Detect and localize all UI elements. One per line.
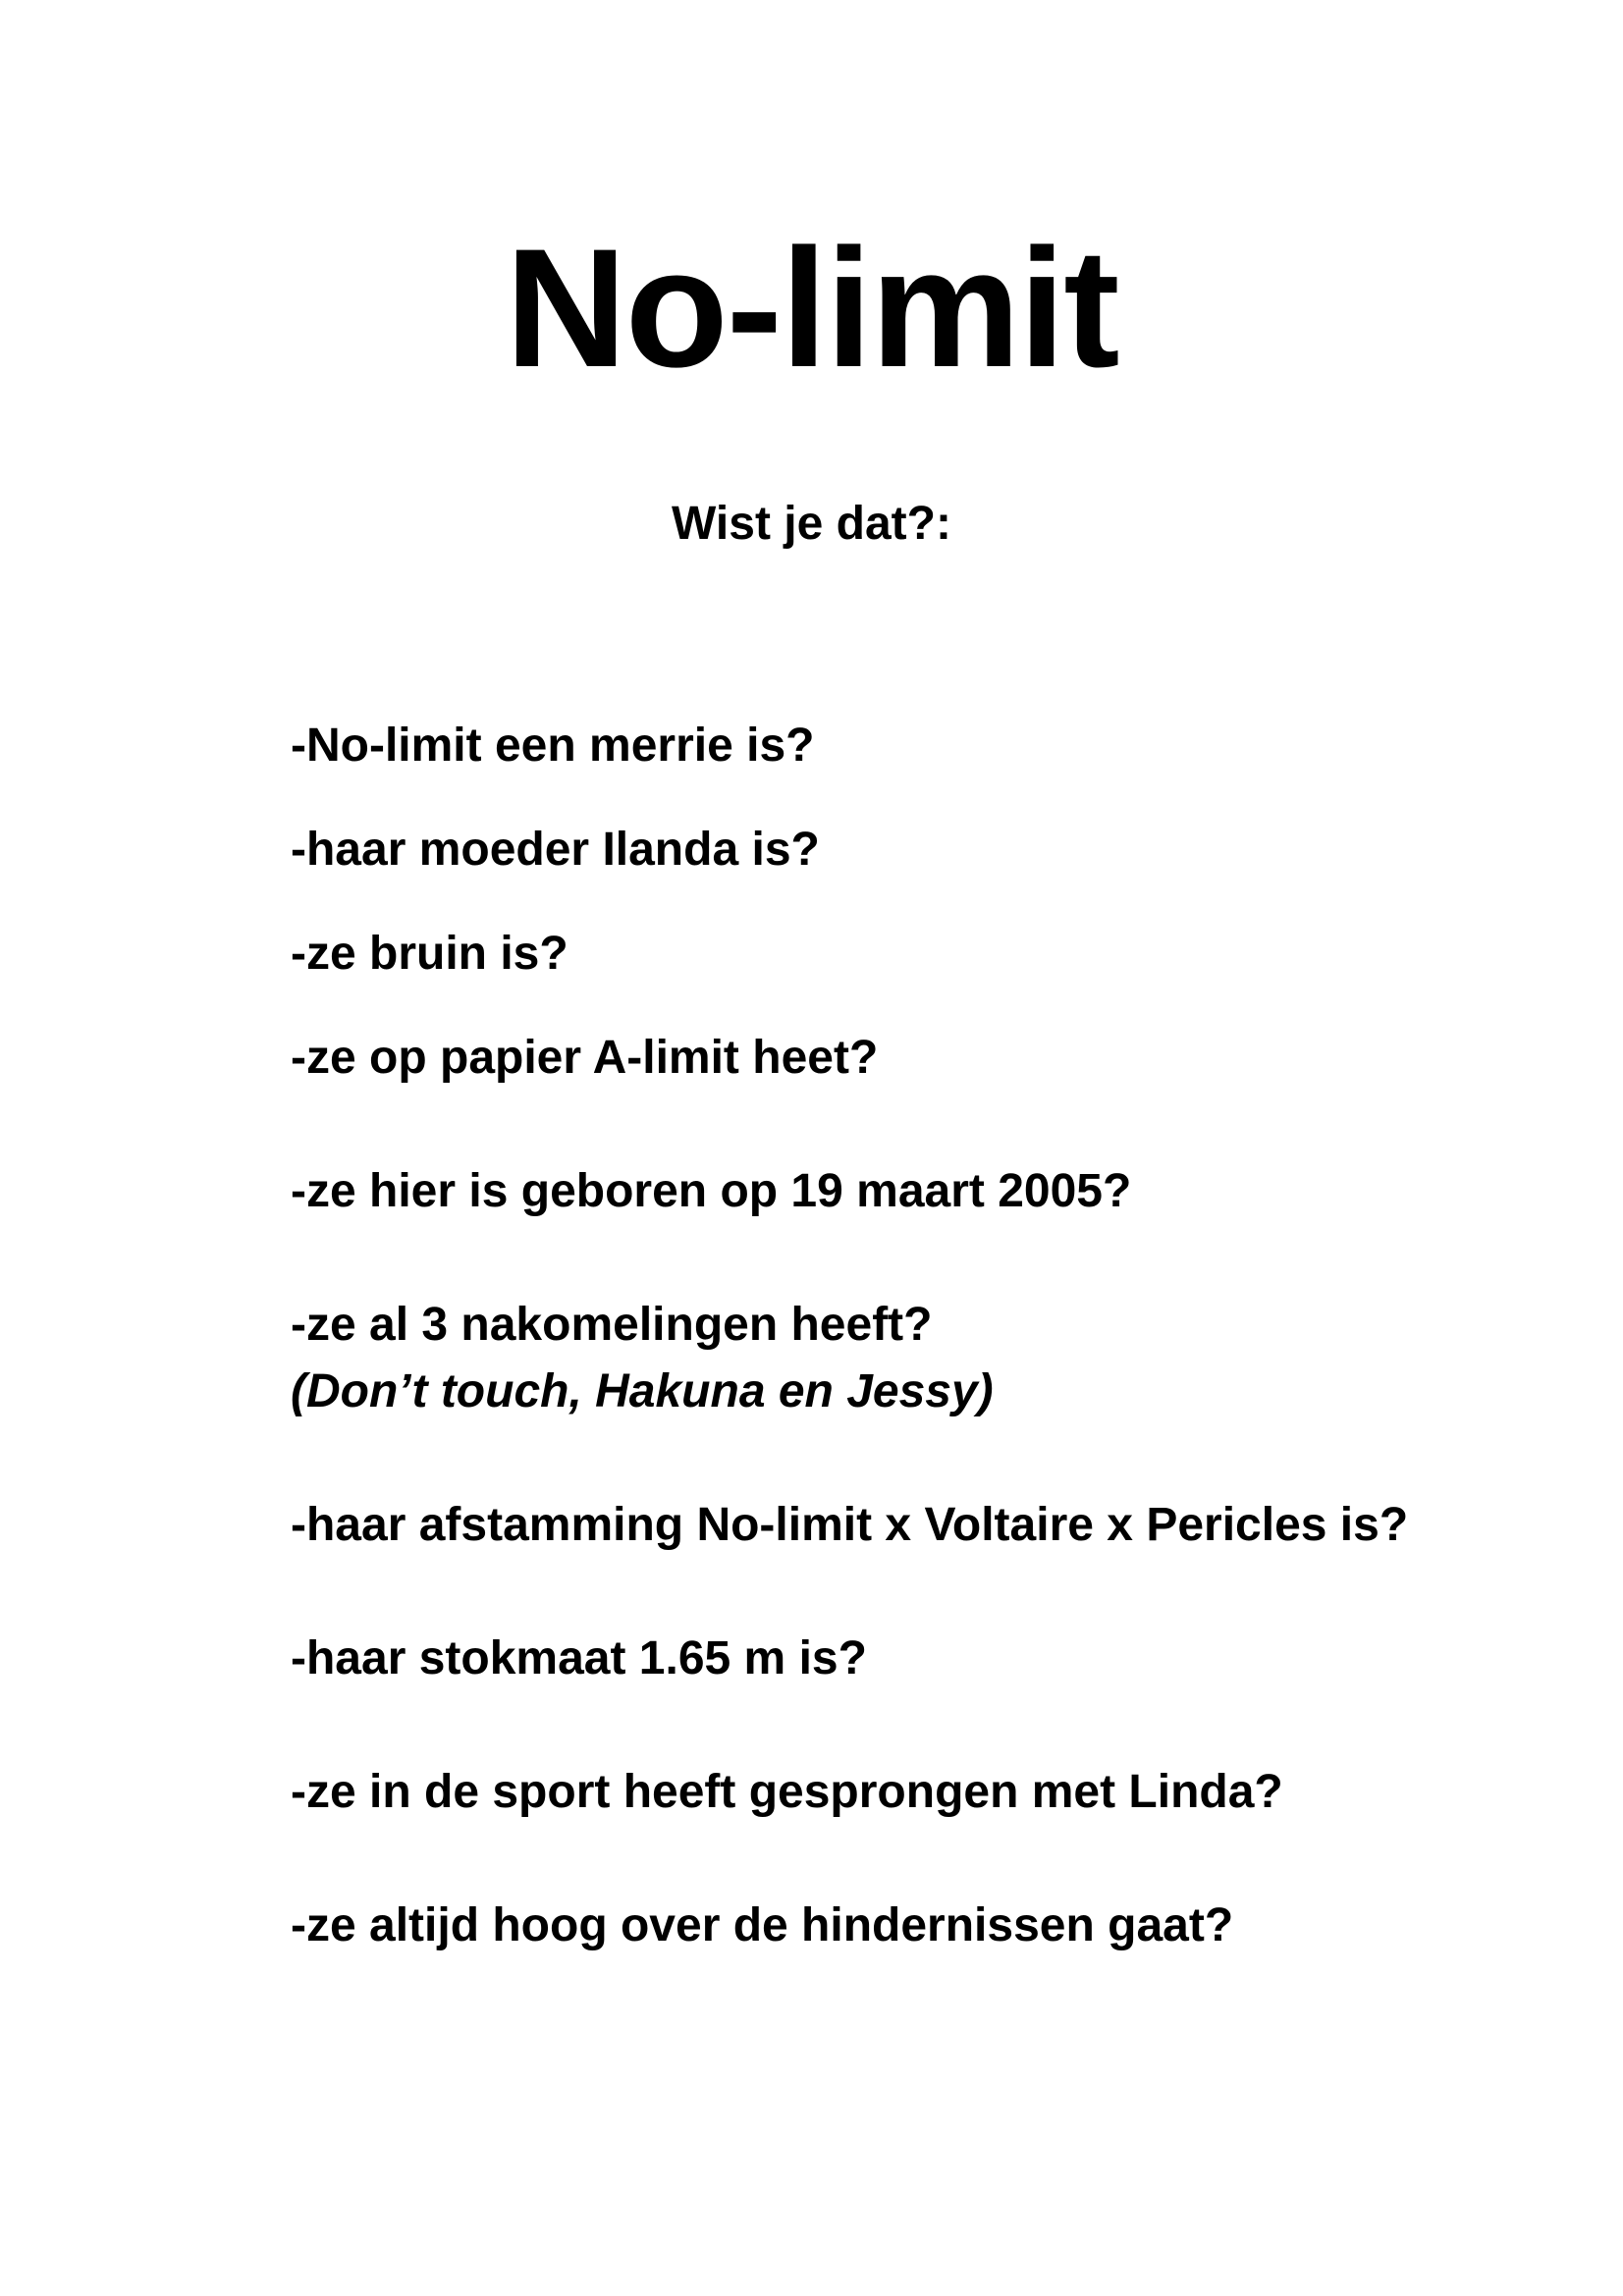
fact-item: -ze in de sport heeft gesprongen met Linda? <box>291 1766 1283 1818</box>
page-subtitle: Wist je dat?: <box>672 498 951 550</box>
fact-item: -haar afstamming No-limit x Voltaire x Pericles is? <box>291 1499 1409 1551</box>
page-title: No-limit <box>505 214 1118 402</box>
fact-item: -ze hier is geboren op 19 maart 2005? <box>291 1165 1132 1217</box>
fact-item: -ze bruin is? <box>291 928 568 980</box>
fact-item: -ze op papier A-limit heet? <box>291 1032 879 1084</box>
fact-item: -haar moeder Ilanda is? <box>291 824 820 876</box>
fact-item: -No-limit een merrie is? <box>291 720 815 772</box>
fact-item: -ze al 3 nakomelingen heeft? <box>291 1299 933 1351</box>
fact-item: -haar stokmaat 1.65 m is? <box>291 1632 867 1684</box>
offspring-note: (Don’t touch, Hakuna en Jessy) <box>291 1365 994 1417</box>
fact-item: -ze altijd hoog over de hindernissen gaat? <box>291 1899 1234 1951</box>
